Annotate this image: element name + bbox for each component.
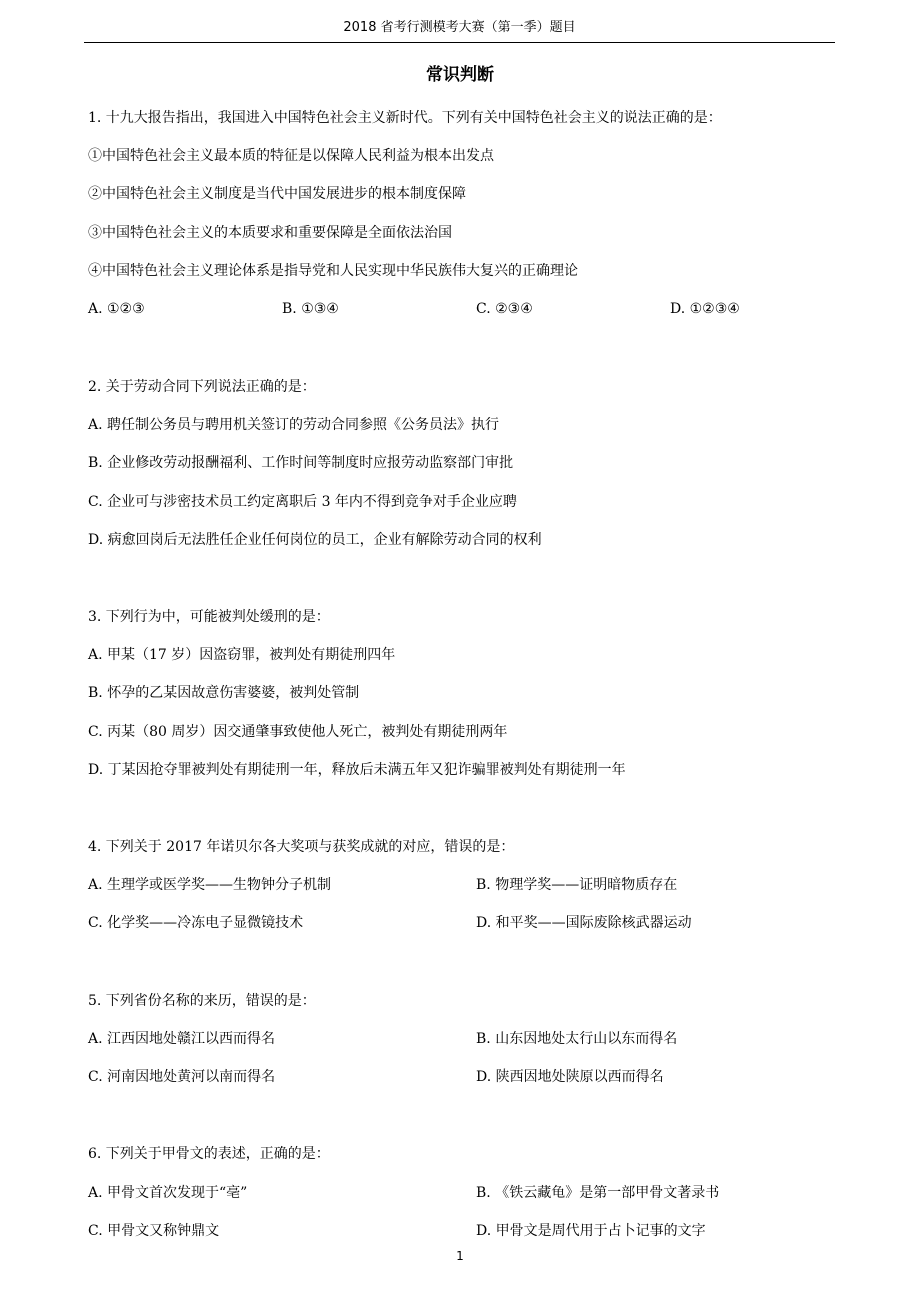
question-4-option-a: A. 生理学或医学奖——生物钟分子机制 bbox=[88, 877, 332, 893]
question-1-option-c: C. ②③④ bbox=[476, 301, 533, 317]
question-1-option-a: A. ①②③ bbox=[88, 301, 145, 317]
question-4-option-b: B. 物理学奖——证明暗物质存在 bbox=[476, 877, 678, 893]
question-2-option-c: C. 企业可与涉密技术员工约定离职后 3 年内不得到竞争对手企业应聘 bbox=[88, 494, 517, 510]
question-6-option-b: B. 《铁云藏龟》是第一部甲骨文著录书 bbox=[476, 1185, 720, 1201]
question-4-option-d: D. 和平奖——国际废除核武器运动 bbox=[476, 915, 692, 931]
page-number: 1 bbox=[456, 1249, 464, 1263]
question-3-option-a: A. 甲某（17 岁）因盗窃罪，被判处有期徒刑四年 bbox=[88, 647, 396, 663]
question-2-option-b: B. 企业修改劳动报酬福利、工作时间等制度时应报劳动监察部门审批 bbox=[88, 455, 514, 471]
question-3-option-b: B. 怀孕的乙某因故意伤害婆婆，被判处管制 bbox=[88, 685, 360, 701]
question-4-option-c: C. 化学奖——冷冻电子显微镜技术 bbox=[88, 915, 304, 931]
question-3-option-d: D. 丁某因抢夺罪被判处有期徒刑一年，释放后未满五年又犯诈骗罪被判处有期徒刑一年 bbox=[88, 762, 626, 778]
question-1-option-d: D. ①②③④ bbox=[670, 301, 740, 317]
question-1-statement-3: ③中国特色社会主义的本质要求和重要保障是全面依法治国 bbox=[88, 225, 452, 241]
page-header: 2018 省考行测模考大赛（第一季）题目 bbox=[343, 20, 576, 35]
question-5-option-a: A. 江西因地处赣江以西而得名 bbox=[88, 1031, 276, 1047]
question-6-option-a: A. 甲骨文首次发现于“亳” bbox=[88, 1185, 248, 1201]
section-title: 常识判断 bbox=[426, 65, 494, 85]
question-1-statement-1: ①中国特色社会主义最本质的特征是以保障人民利益为根本出发点 bbox=[88, 148, 494, 164]
question-5-option-b: B. 山东因地处太行山以东而得名 bbox=[476, 1031, 678, 1047]
question-6-option-d: D. 甲骨文是周代用于占卜记事的文字 bbox=[476, 1223, 706, 1239]
question-1-statement-4: ④中国特色社会主义理论体系是指导党和人民实现中华民族伟大复兴的正确理论 bbox=[88, 263, 578, 279]
question-6-stem: 6. 下列关于甲骨文的表述，正确的是： bbox=[88, 1146, 330, 1162]
question-5-option-d: D. 陕西因地处陕原以西而得名 bbox=[476, 1069, 664, 1085]
question-6-option-c: C. 甲骨文又称钟鼎文 bbox=[88, 1223, 220, 1239]
question-5-option-c: C. 河南因地处黄河以南而得名 bbox=[88, 1069, 276, 1085]
question-2-option-d: D. 病愈回岗后无法胜任企业任何岗位的员工，企业有解除劳动合同的权利 bbox=[88, 532, 542, 548]
question-3-stem: 3. 下列行为中，可能被判处缓刑的是： bbox=[88, 609, 330, 625]
question-5-stem: 5. 下列省份名称的来历，错误的是： bbox=[88, 993, 316, 1009]
question-3-option-c: C. 丙某（80 周岁）因交通肇事致使他人死亡，被判处有期徒刑两年 bbox=[88, 724, 508, 740]
question-1-option-b: B. ①③④ bbox=[282, 301, 339, 317]
question-1-stem: 1. 十九大报告指出，我国进入中国特色社会主义新时代。下列有关中国特色社会主义的说法正确的是： bbox=[88, 110, 722, 126]
question-2-option-a: A. 聘任制公务员与聘用机关签订的劳动合同参照《公务员法》执行 bbox=[88, 417, 500, 433]
header-divider bbox=[84, 42, 835, 43]
question-4-stem: 4. 下列关于 2017 年诺贝尔各大奖项与获奖成就的对应，错误的是： bbox=[88, 839, 515, 855]
question-2-stem: 2. 关于劳动合同下列说法正确的是： bbox=[88, 379, 316, 395]
question-1-statement-2: ②中国特色社会主义制度是当代中国发展进步的根本制度保障 bbox=[88, 186, 466, 202]
